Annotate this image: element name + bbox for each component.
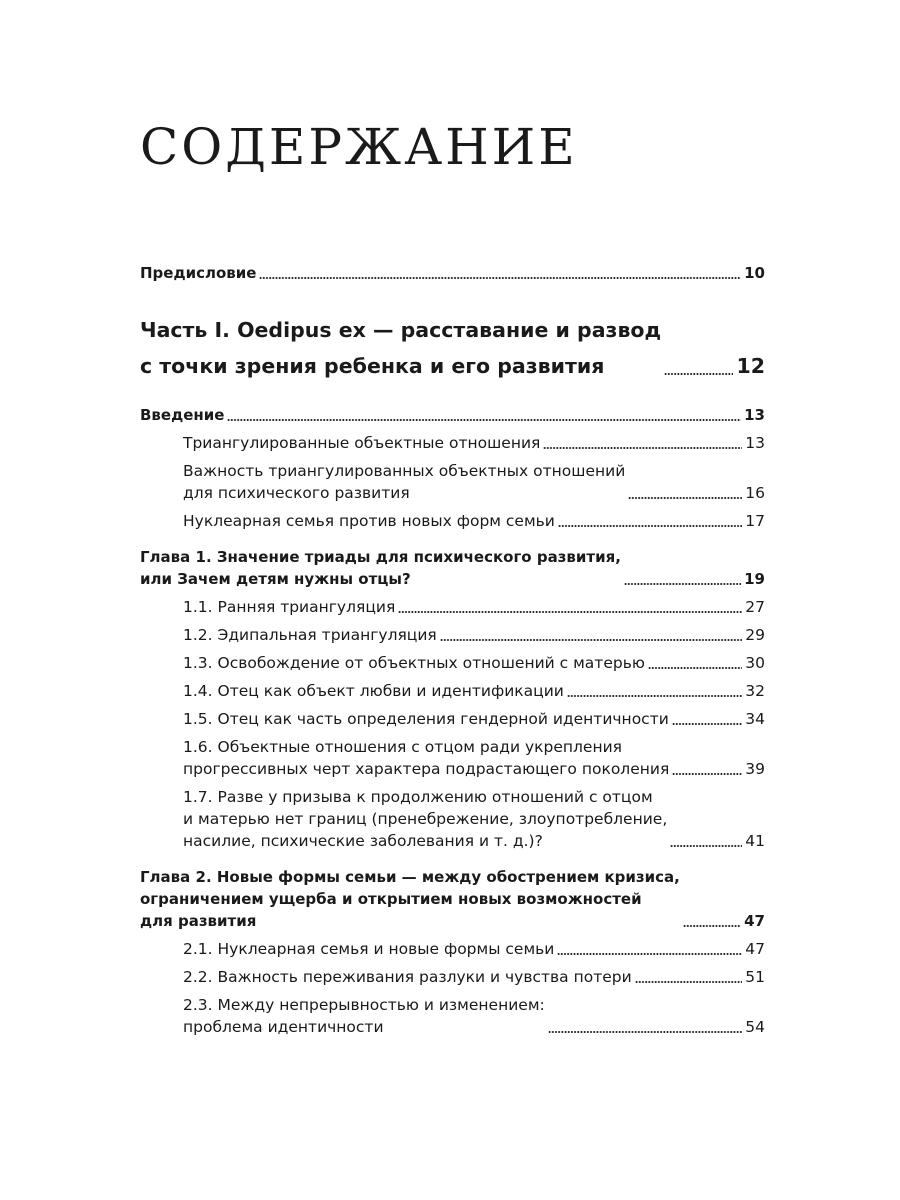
dot-leader bbox=[628, 497, 742, 499]
toc-entry-sub[interactable] bbox=[140, 938, 765, 960]
toc-entry-sub[interactable] bbox=[140, 652, 765, 674]
toc-page-number: 29 bbox=[745, 626, 765, 644]
table-of-contents bbox=[140, 262, 765, 1038]
toc-entry-sub[interactable] bbox=[140, 624, 765, 646]
dot-leader bbox=[398, 611, 742, 613]
toc-entry-title: 1.3. Освобождение от объектных отношений с матерью bbox=[183, 654, 645, 672]
page-title: СОДЕРЖАНИЕ bbox=[140, 118, 578, 176]
dot-leader bbox=[440, 639, 743, 641]
dot-leader bbox=[672, 723, 742, 725]
toc-page-number: 32 bbox=[745, 682, 765, 700]
dot-leader bbox=[548, 1031, 743, 1033]
toc-entry-sub[interactable] bbox=[140, 708, 765, 730]
toc-entry-title-line: 1.6. Объектные отношения с отцом ради укрепления bbox=[183, 738, 622, 756]
toc-entry-title: 2.1. Нуклеарная семья и новые формы семьи bbox=[183, 940, 555, 958]
toc-page-number: 41 bbox=[745, 832, 765, 850]
toc-entry-sub[interactable] bbox=[140, 510, 765, 532]
toc-entry-title-line: прогрессивных черт характера подрастающего поколения bbox=[183, 760, 670, 778]
toc-entry-introduction[interactable] bbox=[140, 404, 765, 426]
toc-entry-sub[interactable] bbox=[140, 680, 765, 702]
toc-entry-chapter-2[interactable] bbox=[140, 866, 765, 932]
toc-entry-sub[interactable] bbox=[140, 596, 765, 618]
toc-page-number: 10 bbox=[744, 264, 765, 282]
toc-page-number: 47 bbox=[745, 940, 765, 958]
toc-entry-sub[interactable] bbox=[140, 460, 765, 504]
toc-page-number: 12 bbox=[736, 354, 765, 378]
dot-leader bbox=[557, 953, 742, 955]
toc-page-number: 39 bbox=[745, 760, 765, 778]
toc-page-number: 17 bbox=[745, 512, 765, 530]
dot-leader bbox=[664, 373, 733, 375]
toc-entry-sub[interactable] bbox=[140, 966, 765, 988]
toc-entry-title-line: для психического развития bbox=[183, 484, 410, 502]
toc-entry-title-line: или Зачем детям нужны отцы? bbox=[140, 570, 411, 588]
toc-entry-preface[interactable] bbox=[140, 262, 765, 284]
toc-entry-title: Триангулированные объектные отношения bbox=[183, 434, 541, 452]
toc-page-number: 13 bbox=[745, 434, 765, 452]
toc-entry-title-line: Глава 1. Значение триады для психического развития, bbox=[140, 548, 621, 566]
toc-entry-title-line: проблема идентичности bbox=[183, 1018, 384, 1036]
dot-leader bbox=[672, 773, 742, 775]
toc-page-number: 13 bbox=[744, 406, 765, 424]
toc-entry-title: Нуклеарная семья против новых форм семьи bbox=[183, 512, 555, 530]
toc-page-number: 16 bbox=[745, 484, 765, 502]
toc-entry-title-line: Важность триангулированных объектных отношений bbox=[183, 462, 626, 480]
toc-page-number: 19 bbox=[744, 570, 765, 588]
toc-page-number: 27 bbox=[745, 598, 765, 616]
toc-entry-title: 1.1. Ранняя триангуляция bbox=[183, 598, 396, 616]
toc-entry-title-line: Часть I. Oedipus ex — расставание и развод bbox=[140, 318, 662, 342]
toc-page-number: 54 bbox=[745, 1018, 765, 1036]
toc-entry-title-line: 2.3. Между непрерывностью и изменением: bbox=[183, 996, 545, 1014]
toc-entry-sub[interactable] bbox=[140, 994, 765, 1038]
toc-entry-sub[interactable] bbox=[140, 432, 765, 454]
dot-leader bbox=[558, 525, 742, 527]
toc-entry-title-line: с точки зрения ребенка и его развития bbox=[140, 354, 605, 378]
dot-leader bbox=[259, 277, 741, 279]
toc-entry-title-line: и матерью нет границ (пренебрежение, злоупотребление, bbox=[183, 810, 668, 828]
toc-page-number: 47 bbox=[744, 912, 765, 930]
toc-entry-sub[interactable] bbox=[140, 786, 765, 852]
toc-entry-title-line: 1.7. Разве у призыва к продолжению отношений с отцом bbox=[183, 788, 653, 806]
toc-entry-title-line: насилие, психические заболевания и т. д.)? bbox=[183, 832, 543, 850]
toc-entry-title-line: ограничением ущерба и открытием новых возможностей bbox=[140, 890, 642, 908]
toc-entry-title-line: Глава 2. Новые формы семьи — между обострением кризиса, bbox=[140, 868, 680, 886]
toc-entry-title: Предисловие bbox=[140, 264, 257, 282]
toc-entry-sub[interactable] bbox=[140, 736, 765, 780]
toc-page-number: 30 bbox=[745, 654, 765, 672]
toc-entry-title: 1.2. Эдипальная триангуляция bbox=[183, 626, 437, 644]
dot-leader bbox=[635, 981, 743, 983]
dot-leader bbox=[624, 583, 741, 585]
toc-entry-title: 2.2. Важность переживания разлуки и чувства потери bbox=[183, 968, 632, 986]
dot-leader bbox=[648, 667, 742, 669]
toc-page-number: 51 bbox=[745, 968, 765, 986]
dot-leader bbox=[543, 447, 742, 449]
toc-entry-chapter-1[interactable] bbox=[140, 546, 765, 590]
toc-entry-title: Введение bbox=[140, 406, 225, 424]
dot-leader bbox=[227, 419, 741, 421]
toc-entry-title: 1.4. Отец как объект любви и идентификации bbox=[183, 682, 564, 700]
toc-page-number: 34 bbox=[745, 710, 765, 728]
toc-entry-title-line: для развития bbox=[140, 912, 257, 930]
dot-leader bbox=[670, 845, 742, 847]
toc-entry-part-1[interactable] bbox=[140, 312, 765, 384]
dot-leader bbox=[683, 925, 741, 927]
toc-entry-title: 1.5. Отец как часть определения гендерной идентичности bbox=[183, 710, 669, 728]
dot-leader bbox=[567, 695, 742, 697]
